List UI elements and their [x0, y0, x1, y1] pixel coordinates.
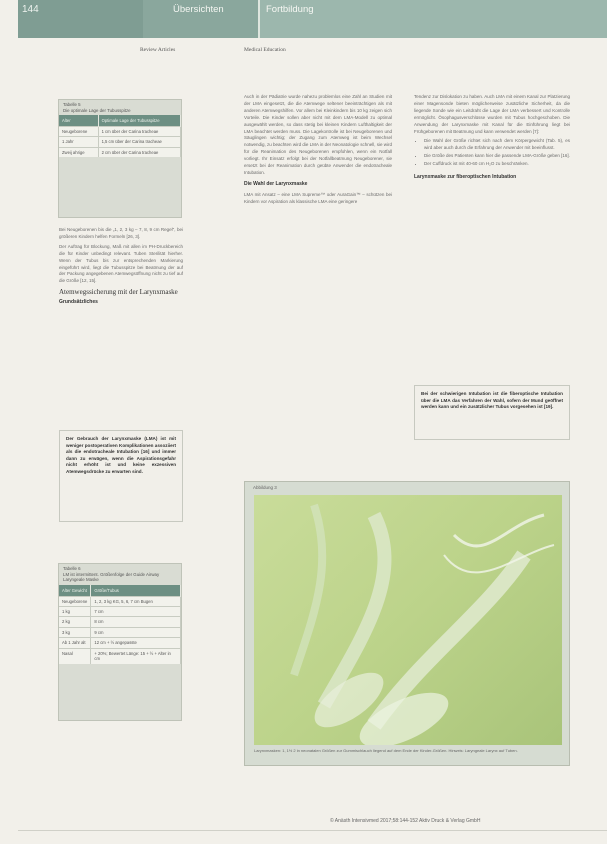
table-header-row	[59, 115, 181, 127]
table-optimal-tube-position	[58, 99, 182, 218]
table-label: Tabelle 5	[63, 102, 81, 107]
subheader-left: Review Articles	[140, 47, 176, 53]
table-row	[59, 606, 181, 616]
table	[59, 115, 181, 157]
table-cell: 1,5 cm über der Carina tracheae	[98, 137, 180, 147]
figure-label: Abbildung 3	[253, 485, 277, 490]
table-caption	[59, 564, 181, 585]
table-row	[59, 648, 181, 663]
table-row	[59, 127, 181, 137]
figure-caption: Larynxmasken: 1, 1½ 2 in neonatalen Größen zur Gummischlauch liegend auf dem Ende der Kinder-Größen. Hinweis: Laryngeale Larynx auf Tuben.	[254, 748, 518, 753]
table-row	[59, 137, 181, 147]
highlight-box-fiberoptic: Bei der schwierigen Intubation ist die fiberoptische Intubation über die LMA das Verfahren der Wahl, sofern der Mund geöffnet werden kann und ein zusätzlicher Tubus vorgesehen ist [19].	[414, 385, 570, 440]
table-title: LM ist intermittent. Größenfolge der Guide Airway Laryngeale Maske	[63, 571, 160, 582]
table-label: Tabelle 6	[63, 566, 81, 571]
table-row	[59, 147, 181, 157]
table-cell: 8 cm	[91, 617, 181, 627]
table-cell: Neugeborene	[59, 596, 91, 606]
section-heading: Atemwegssicherung mit der Larynxmaske	[59, 288, 178, 297]
section-subtitle: Fortbildung	[260, 0, 607, 38]
paragraph: Tendenz zur Dislokation zu haben. Auch LMA mit einem Kanal zur Platzierung einer Magensonde bieten möglicherweise zusätzliche Sicherheit, da die liegende Sonde wie ein Leitdraht die Lage der LMA verbessert und Kontrolle ermöglicht. Ösophagusverschlüsse wurden mit Tubus hochgeschoben. Die Anwendung der Larynxmaske mit Kanal für die Einführung liegt bei Frühgeborenen mit Beatmung und kann verwendet werden [7]:	[414, 94, 570, 134]
table	[59, 585, 181, 664]
list-item: • Die Wahl der Größe richtet sich nach dem Körpergewicht (Tab. 5), es wird aber auch durch die Erfahrung der Anwender mit beeinflusst.	[424, 138, 570, 152]
table-cell: 1 Jahr	[59, 137, 98, 147]
table-cell: Zweij ahrige	[59, 147, 98, 157]
table-row	[59, 638, 181, 648]
paragraph: Auch in der Pädiatrie wurde nahezu problemlos eine Zahl an Studien mit der LMA eingesetzt, die die Atemwege seltener beeinträchtigen als mit anderen Atemwegshilfen. Vor allem bei Kleinkindern bis 10 kg zeigen sich Vorteile. Die Kinder sollen aber nicht mit dem LMA-Modell zu optimal ausgewählt werden, so dass stetig bei kleinen Kindern Lufthaltigkeit der LMA beachtet werden muss. Die Lagekontrolle ist bei Neugeborenen und Säuglingen wichtig; der Zugang zum Atemweg ist beim Wechsel notwendig, zu beachten wird die LMA in der Neonatologie schnell, sie wird für die Reanimation des Neugeborenen empfohlen, wenn ein Notfall vorliegt. Ihr Einsatz erfolgt bei der Notfallbeatmung Neugeborener, sie ersetzt bei der Reanimation durch geübte Anwender die endotracheale Intubation.	[244, 94, 392, 175]
list-item: • Die Größe des Patienten kann hier die passende LMA-Größe geben [16].	[424, 153, 570, 160]
page-number: 144	[18, 0, 143, 38]
section-heading: Larynxmaske zur fiberoptischen Intubation	[414, 174, 517, 181]
table-cell: 1 kg	[59, 606, 91, 616]
table-header: Optimale Lage der Tubusspitze	[98, 115, 180, 127]
section-title: Übersichten	[143, 0, 258, 38]
table-cell: 1, 2, 3 kg KG, 5, 6, 7 cm Bugen	[91, 596, 181, 606]
table-row	[59, 627, 181, 637]
page-header	[18, 0, 607, 38]
subsection-heading: Grundsätzliches	[59, 298, 98, 305]
text-column-1	[59, 227, 183, 310]
table-cell: 2 kg	[59, 617, 91, 627]
table-cell: Neugeborene	[59, 127, 98, 137]
text-column-2	[244, 94, 392, 209]
paragraph: Der Auftrag für Blockung, Maß mit allen im PH-Druckbereich die für Kinder unbedingt relevant. Tuben Sterilität hierher. Wenn der Tubus bis zur entsprechenden Markierung eingeführt wird, liegt die Tubusspitze bei Beatmung der auf der Packung angegebenen Atemwegsöffnung nicht zu tief auf die Größe [12, 15].	[59, 243, 183, 284]
laryngeal-mask-photo	[254, 495, 562, 745]
table-cell: Ab 1 Jahr alt	[59, 638, 91, 648]
figure-laryngeal-masks	[244, 481, 570, 766]
table-header: Alter	[59, 115, 98, 127]
table-cell: 3 kg	[59, 627, 91, 637]
paragraph: Bei Neugeborenen bis die „1, 2, 3 kg – 7, 8, 9 cm Regel", bei größeren Kindern helfen Formeln [26, 3].	[59, 227, 183, 239]
table-title: Die optimale Lage der Tubusspitze	[63, 107, 131, 113]
table-cell: 7 cm	[91, 606, 181, 616]
paragraph: LMA mit Ansatz ‒ eine LMA Supreme™ oder AuraGain™ ‒ schützen bei Kindern vor Aspiration als klassische LMA eine geringere	[244, 191, 392, 204]
laryngeal-mask-illustration	[254, 495, 562, 745]
table-cell: 2 cm über der Carina tracheae	[98, 147, 180, 157]
table-cell: 12 cm + ½ angepasste	[91, 638, 181, 648]
subheader-right: Medical Education	[244, 47, 286, 53]
table-tube-size	[58, 563, 182, 721]
table-cell: Nasal	[59, 648, 91, 663]
list-item: • Der Cuffdruck ist mit 40-60 cm H₂O zu beschränken.	[424, 161, 570, 168]
table-header: Alter Gewicht	[59, 585, 91, 597]
table-cell: 1 cm über der Carina tracheae	[98, 127, 180, 137]
footer-copyright: © Anästh Intensivmed 2017;58:144-152 Aktiv Druck & Verlag GmbH	[330, 818, 481, 824]
section-heading: Die Wahl der Larynxmaske	[244, 180, 308, 187]
table-header-row	[59, 585, 181, 597]
highlight-box-lma: Der Gebrauch der Larynxmaske (LMA) ist mit weniger postoperativen Komplikationen assoziiert als die endotracheale Intubation [16] und immer dann zu erwägen, wenn die Aspirationsgefahr nicht erhöht ist und keine exzessiven Atemwegsdrücke zu erwarten sind.	[59, 430, 183, 522]
bullet-list	[414, 138, 570, 168]
table-header: Größe/Tubus	[91, 585, 181, 597]
text-column-3	[414, 94, 570, 185]
table-caption	[59, 100, 181, 115]
table-cell: 9 cm	[91, 627, 181, 637]
table-row	[59, 596, 181, 606]
table-cell: + 20%; Bewertet Länge: 15 + ½ + Alter in cm	[91, 648, 181, 663]
footer-divider	[18, 830, 607, 831]
table-row	[59, 617, 181, 627]
